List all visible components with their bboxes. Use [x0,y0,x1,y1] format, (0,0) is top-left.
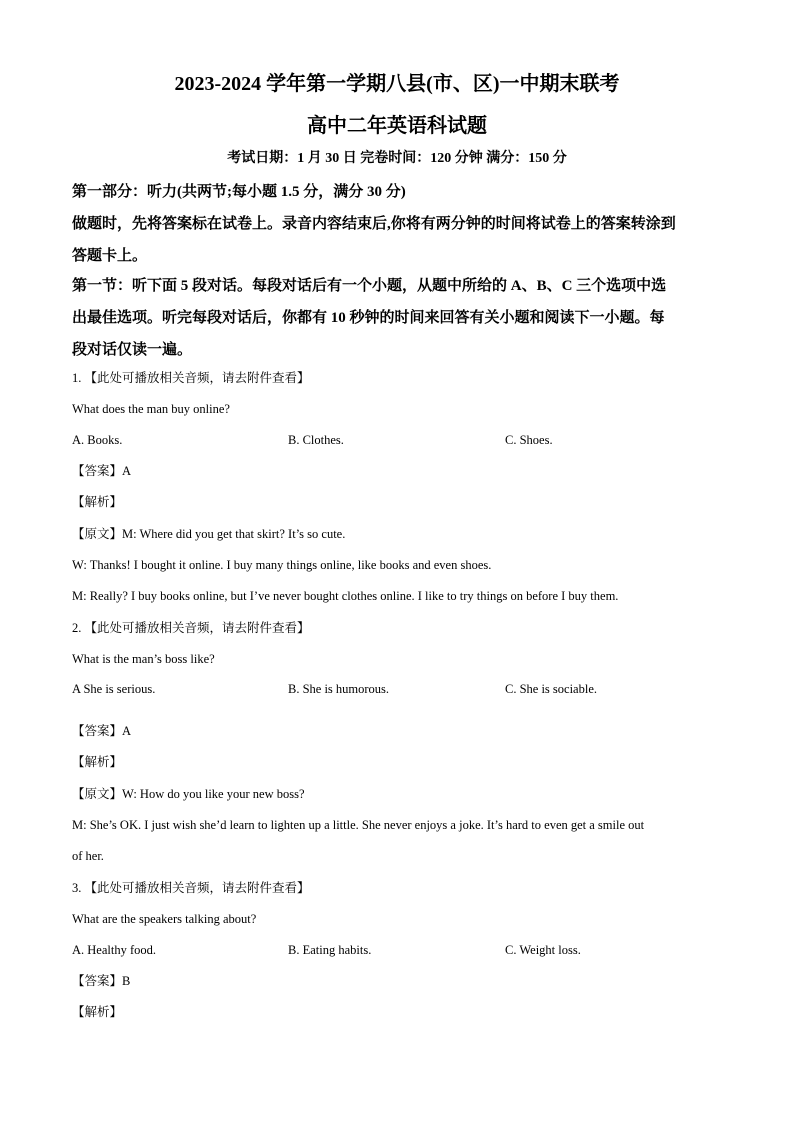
question-3-option-b: B. Eating habits. [288,943,372,957]
exam-title: 2023-2024 学年第一学期八县(市、区)一中期末联考 [174,73,620,95]
question-3-number: 3. 【此处可播放相关音频，请去附件查看】 [72,881,310,895]
question-3-analysis: 【解析】 [72,1005,123,1019]
question-3-option-c: C. Weight loss. [505,943,581,957]
question-1-option-b: B. Clothes. [288,433,344,447]
question-1-transcript-line1: 【原文】M: Where did you get that skirt? It’s so cute. [72,527,346,541]
question-2-transcript-line2: M: She’s OK. I just wish she’d learn to lighten up a little. She never enjoys a joke. It’s hard to even get a smile out [72,818,645,832]
question-2-transcript-line1: 【原文】W: How do you like your new boss? [72,787,305,801]
question-2-answer: 【答案】A [72,724,132,738]
instruction-note-line1: 做题时，先将答案标在试卷上。录音内容结束后,你将有两分钟的时间将试卷上的答案转涂到 [72,216,676,232]
instruction-note-line2: 答题卡上。 [72,248,148,264]
question-2-transcript-line3: of her. [72,849,104,863]
question-1-option-c: C. Shoes. [505,433,553,447]
part1-heading: 第一部分：听力(共两节;每小题 1.5 分，满分 30 分) [72,184,406,200]
section1-instruction-line2: 出最佳选项。听完每段对话后，你都有 10 秒钟的时间来回答有关小题和阅读下一小题。每 [72,310,665,326]
question-2-option-c: C. She is sociable. [505,682,598,696]
question-1-option-a: A. Books. [72,433,123,447]
question-2-number: 2. 【此处可播放相关音频，请去附件查看】 [72,621,310,635]
section1-instruction-line3: 段对话仅读一遍。 [72,342,193,358]
question-1-transcript-line3: M: Really? I buy books online, but I’ve never bought clothes online. I like to try things on before I buy them. [72,589,619,603]
question-2-option-a: A She is serious. [72,682,156,696]
question-2-option-b: B. She is humorous. [288,682,390,696]
question-1-text: What does the man buy online? [72,402,230,416]
question-2-text: What is the man’s boss like? [72,652,215,666]
question-3-option-a: A. Healthy food. [72,943,157,957]
exam-subtitle: 高中二年英语科试题 [307,115,487,137]
question-1-analysis: 【解析】 [72,495,123,509]
question-1-answer: 【答案】A [72,464,132,478]
section1-instruction-line1: 第一节：听下面 5 段对话。每段对话后有一个小题，从题中所给的 A、B、C 三个选项中选 [72,278,667,294]
question-2-analysis: 【解析】 [72,755,123,769]
question-3-text: What are the speakers talking about? [72,912,257,926]
question-3-answer: 【答案】B [72,974,131,988]
exam-info: 考试日期：1 月 30 日 完卷时间：120 分钟 满分：150 分 [227,151,567,166]
question-1-number: 1. 【此处可播放相关音频，请去附件查看】 [72,371,310,385]
question-1-transcript-line2: W: Thanks! I bought it online. I buy many things online, like books and even shoes. [72,558,492,572]
